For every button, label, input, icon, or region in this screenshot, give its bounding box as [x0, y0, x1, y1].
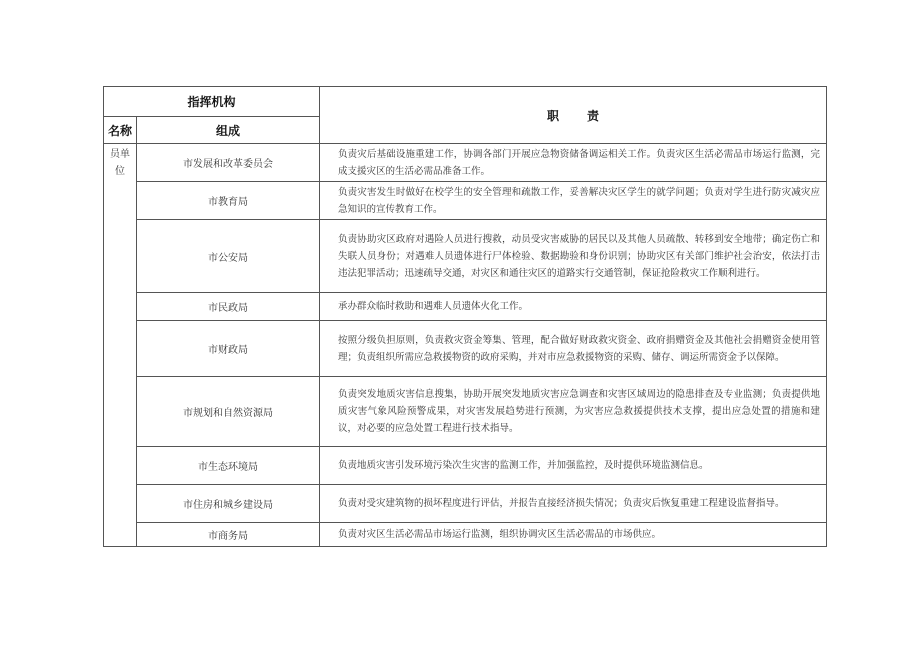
table-row [104, 377, 827, 447]
table-row [104, 523, 827, 547]
member-unit-cell [104, 144, 137, 547]
org-name: 市发展和改革委员会 [137, 144, 320, 182]
org-name: 市生态环境局 [137, 447, 320, 485]
member-unit-label-1: 员单 [110, 149, 130, 160]
org-name: 市民政局 [137, 293, 320, 321]
duty-text: 负责对灾区生活必需品市场运行监测，组织协调灾区生活必需品的市场供应。 [320, 523, 827, 547]
org-name: 市住房和城乡建设局 [137, 485, 320, 523]
table-row [104, 485, 827, 523]
duty-header-right: 责 [587, 108, 600, 123]
table-row [104, 321, 827, 377]
composition-header: 组成 [137, 117, 320, 144]
org-name: 市规划和自然资源局 [137, 377, 320, 447]
table-row [104, 144, 827, 182]
member-unit-label-2: 位 [115, 166, 125, 177]
duty-text: 负责灾害发生时做好在校学生的安全管理和疏散工作，妥善解决灾区学生的就学问题；负责对学生进行防灾减灾应急知识的宣传教育工作。 [320, 182, 827, 220]
duty-text: 负责协助灾区政府对遇险人员进行搜救，动员受灾害威胁的居民以及其他人员疏散、转移到安全地带；确定伤亡和失联人员身份；对遇难人员遗体进行尸体检验、数据勘验和身份识别；协助灾区有关部门维护社会治安，依法打击违法犯罪活动；迅速疏导交通，对灾区和通往灾区的道路实行交通管制，保证抢险救灾工作顺利进行。 [320, 220, 827, 293]
command-org-header: 指挥机构 [104, 87, 320, 117]
duty-table [103, 86, 827, 547]
table-row [104, 293, 827, 321]
duty-text: 负责对受灾建筑物的损坏程度进行评估，并报告直接经济损失情况；负责灾后恢复重建工程建设监督指导。 [320, 485, 827, 523]
table-row [104, 220, 827, 293]
duty-header-left: 职 [547, 108, 560, 123]
duty-text: 按照分级负担原则，负责救灾资金筹集、管理，配合做好财政救灾资金、政府捐赠资金及其他社会捐赠资金使用管理；负责组织所需应急救援物资的政府采购，并对市应急救援物资的采购、储存、调运所需资金予以保障。 [320, 321, 827, 377]
duty-header [320, 87, 827, 144]
duty-text: 负责灾后基础设施重建工作，协调各部门开展应急物资储备调运相关工作。负责灾区生活必需品市场运行监测，完成支援灾区的生活必需品准备工作。 [320, 144, 827, 182]
org-name: 市财政局 [137, 321, 320, 377]
org-name: 市公安局 [137, 220, 320, 293]
table-row [104, 182, 827, 220]
duty-text: 负责突发地质灾害信息搜集，协助开展突发地质灾害应急调查和灾害区域周边的隐患排查及专业监测；负责提供地质灾害气象风险预警成果，对灾害发展趋势进行预测，为灾害应急救援提供技术支撑，提出应急处置的措施和建议，对必要的应急处置工程进行技术指导。 [320, 377, 827, 447]
name-header: 名称 [104, 117, 137, 144]
duty-text: 负责地质灾害引发环境污染次生灾害的监测工作，并加强监控，及时提供环境监测信息。 [320, 447, 827, 485]
duty-text: 承办群众临时救助和遇难人员遗体火化工作。 [320, 293, 827, 321]
table-row [104, 447, 827, 485]
org-name: 市教育局 [137, 182, 320, 220]
org-name: 市商务局 [137, 523, 320, 547]
